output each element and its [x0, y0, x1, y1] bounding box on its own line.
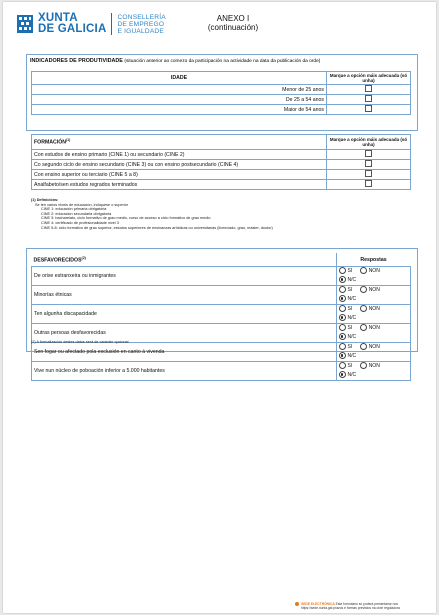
- radio-group: [336, 324, 411, 343]
- desfavorecidos-label: Minorías étnicas: [32, 286, 337, 305]
- formacion-sup: (1): [66, 138, 71, 143]
- radio-nc[interactable]: [339, 295, 346, 302]
- radio-non[interactable]: [360, 305, 367, 312]
- idade-checkbox[interactable]: [365, 85, 372, 92]
- table-row: [32, 105, 411, 115]
- radio-non[interactable]: [360, 286, 367, 293]
- radio-nc[interactable]: [339, 314, 346, 321]
- formacion-checkbox[interactable]: [365, 180, 372, 187]
- definition-item: CINE 2: educación secundaria obrigatoria: [41, 211, 112, 216]
- desfavorecidos-title: [32, 253, 337, 267]
- radio-non[interactable]: [360, 362, 367, 369]
- idade-table: [31, 71, 411, 115]
- desfavorecidos-header-row: [32, 253, 411, 267]
- mark-col-header: Marque a opción máis adecuada (só unha): [327, 72, 411, 85]
- radio-non-label: NON: [368, 343, 380, 350]
- table-row: [32, 95, 411, 105]
- radio-si-label: SI: [347, 286, 353, 293]
- footer-sede-label: SEDE ELECTRÓNICA: [301, 602, 335, 606]
- radio-si-label: SI: [347, 267, 353, 274]
- radio-non[interactable]: [360, 324, 367, 331]
- radio-si[interactable]: [339, 343, 346, 350]
- formacion-checkbox[interactable]: [365, 150, 372, 157]
- radio-nc-label: N/C: [347, 295, 357, 302]
- desfavorecidos-table: [31, 253, 411, 381]
- mark-col-header: Marque a opción máis adecuada (só unha): [327, 135, 411, 150]
- logo-divider: [111, 13, 112, 35]
- productividade-subtitle: (situación anterior ao comezo da participación na actividade na data da publicación da orde): [124, 59, 321, 64]
- desfavorecidos-note: (2) A formalización destes datos será de carácter opcional: [31, 340, 129, 344]
- desfavorecidos-title-text: DESFAVORECIDOS: [33, 257, 82, 264]
- table-row: [32, 180, 411, 190]
- table-row: [32, 85, 411, 95]
- formacion-header-row: [32, 135, 411, 150]
- definition-item: CINE 4: certificado de profesionalidade nivel 3: [41, 220, 119, 225]
- sede-icon: [295, 602, 299, 606]
- radio-si[interactable]: [339, 286, 346, 293]
- radio-nc[interactable]: [339, 352, 346, 359]
- radio-si-label: SI: [347, 343, 353, 350]
- dept-line-3: E IGUALDADE: [117, 27, 164, 35]
- anexo-title: ANEXO I: [216, 14, 250, 23]
- radio-nc[interactable]: [339, 276, 346, 283]
- table-row: [32, 170, 411, 180]
- definition-item: CINE 5-8: ciclo formativo de grao superior, estudos superiores de ensinanzas artísticas ou universitarias (licenciado, grao, máster, doutor): [41, 225, 273, 230]
- footer-line-1: Este formulario só poderá presentarse nos: [335, 602, 398, 606]
- galicia-crest-icon: [16, 14, 34, 34]
- radio-non-label: NON: [368, 305, 380, 312]
- radio-non-label: NON: [368, 362, 380, 369]
- idade-col-header: IDADE: [32, 72, 327, 85]
- radio-si-label: SI: [347, 324, 353, 331]
- desfavorecidos-sup: (2): [81, 255, 86, 260]
- radio-nc[interactable]: [339, 371, 346, 378]
- table-row: [32, 160, 411, 170]
- definitions-intro: Se ten varios niveis de educación, indíquese o superior: [35, 202, 129, 207]
- idade-header-row: [32, 72, 411, 85]
- radio-non-label: NON: [368, 324, 380, 331]
- radio-group: [336, 267, 411, 286]
- footer-url[interactable]: https://sede.xunta.gal: [301, 606, 333, 610]
- footer-line-2: prazos e formas previstos na orde reguladora: [333, 606, 400, 610]
- table-row: [32, 286, 411, 305]
- table-row: [32, 305, 411, 324]
- definitions-title: (1) Definicións:: [31, 198, 59, 202]
- productividade-section: [26, 54, 418, 188]
- anexo-subtitle: (continuación): [207, 23, 259, 32]
- formacion-option-label: Con ensino superior ou terciario (CINE 5 a 8): [32, 170, 327, 180]
- radio-si[interactable]: [339, 362, 346, 369]
- radio-non[interactable]: [360, 267, 367, 274]
- radio-nc-label: N/C: [347, 352, 357, 359]
- desfavorecidos-label: Vive nun núcleo de poboación inferior a 5.000 habitantes: [32, 362, 337, 381]
- formacion-table: [31, 134, 411, 190]
- desfavorecidos-label: Outras persoas desfavorecidas: [32, 324, 337, 343]
- radio-si-label: SI: [347, 362, 353, 369]
- radio-si-label: SI: [347, 305, 353, 312]
- formacion-checkbox[interactable]: [365, 170, 372, 177]
- formacion-option-label: Co segundo ciclo de ensino secundario (CINE 3) ou con ensino postsecundario (CINE 4): [32, 160, 327, 170]
- definitions-note: [31, 198, 273, 230]
- table-row: [32, 362, 411, 381]
- radio-group: [336, 286, 411, 305]
- radio-nc-label: N/C: [347, 276, 357, 283]
- productividade-header: [27, 55, 417, 66]
- definition-item: CINE 1: educación primaria obrigatoria: [41, 207, 107, 212]
- radio-nc-label: N/C: [347, 333, 357, 340]
- desfavorecidos-label: Sen fogar ou afectado pola exclusión en canto á vivenda: [32, 343, 337, 362]
- table-row: [32, 267, 411, 286]
- radio-si[interactable]: [339, 324, 346, 331]
- radio-si[interactable]: [339, 267, 346, 274]
- desfavorecidos-section: [26, 248, 418, 378]
- table-row: [32, 343, 411, 362]
- idade-checkbox[interactable]: [365, 95, 372, 102]
- formacion-option-label: Analfabeto/sen estudos regrados terminados: [32, 180, 327, 190]
- radio-group: [336, 343, 411, 362]
- idade-option-label: Menor de 25 anos: [32, 85, 327, 95]
- form-page: [3, 2, 436, 613]
- respostas-header: Respostas: [336, 253, 411, 267]
- idade-option-label: De 25 a 54 anos: [32, 95, 327, 105]
- definition-item: CINE 3: bacharelato, ciclo formativo de grao medio, curso de acceso a ciclo formativo de grao medio: [41, 216, 211, 221]
- footer-sede-block: [301, 602, 400, 610]
- formacion-title: [32, 135, 327, 150]
- productividade-title: INDICADORES DE PRODUTIVIDADE: [30, 58, 123, 64]
- footer: [295, 602, 400, 610]
- desfavorecidos-label: De orixe estranxeira ou inmigrantes: [32, 267, 337, 286]
- idade-option-label: Maior de 54 anos: [32, 105, 327, 115]
- radio-group: [336, 305, 411, 324]
- radio-non[interactable]: [360, 343, 367, 350]
- formacion-title-text: FORMACIÓN: [34, 139, 66, 146]
- brand-line-2: DE GALICIA: [38, 23, 107, 35]
- formacion-checkbox[interactable]: [365, 160, 372, 167]
- table-row: [32, 150, 411, 160]
- dept-line-1: CONSELLERÍA: [117, 13, 166, 21]
- dept-line-2: DE EMPREGO: [117, 20, 165, 28]
- radio-si[interactable]: [339, 305, 346, 312]
- radio-group: [336, 362, 411, 381]
- radio-nc-label: N/C: [347, 314, 357, 321]
- brand-line-1: XUNTA: [38, 12, 78, 24]
- radio-nc[interactable]: [339, 333, 346, 340]
- radio-nc-label: N/C: [347, 371, 357, 378]
- formacion-option-label: Con estudos de ensino primario (CINE 1) ou secundario (CINE 2): [32, 150, 327, 160]
- anexo-heading: [203, 14, 263, 32]
- idade-checkbox[interactable]: [365, 105, 372, 112]
- desfavorecidos-label: Ten algunha discapacidade: [32, 305, 337, 324]
- radio-non-label: NON: [368, 286, 380, 293]
- radio-non-label: NON: [368, 267, 380, 274]
- xunta-logo: [16, 13, 166, 35]
